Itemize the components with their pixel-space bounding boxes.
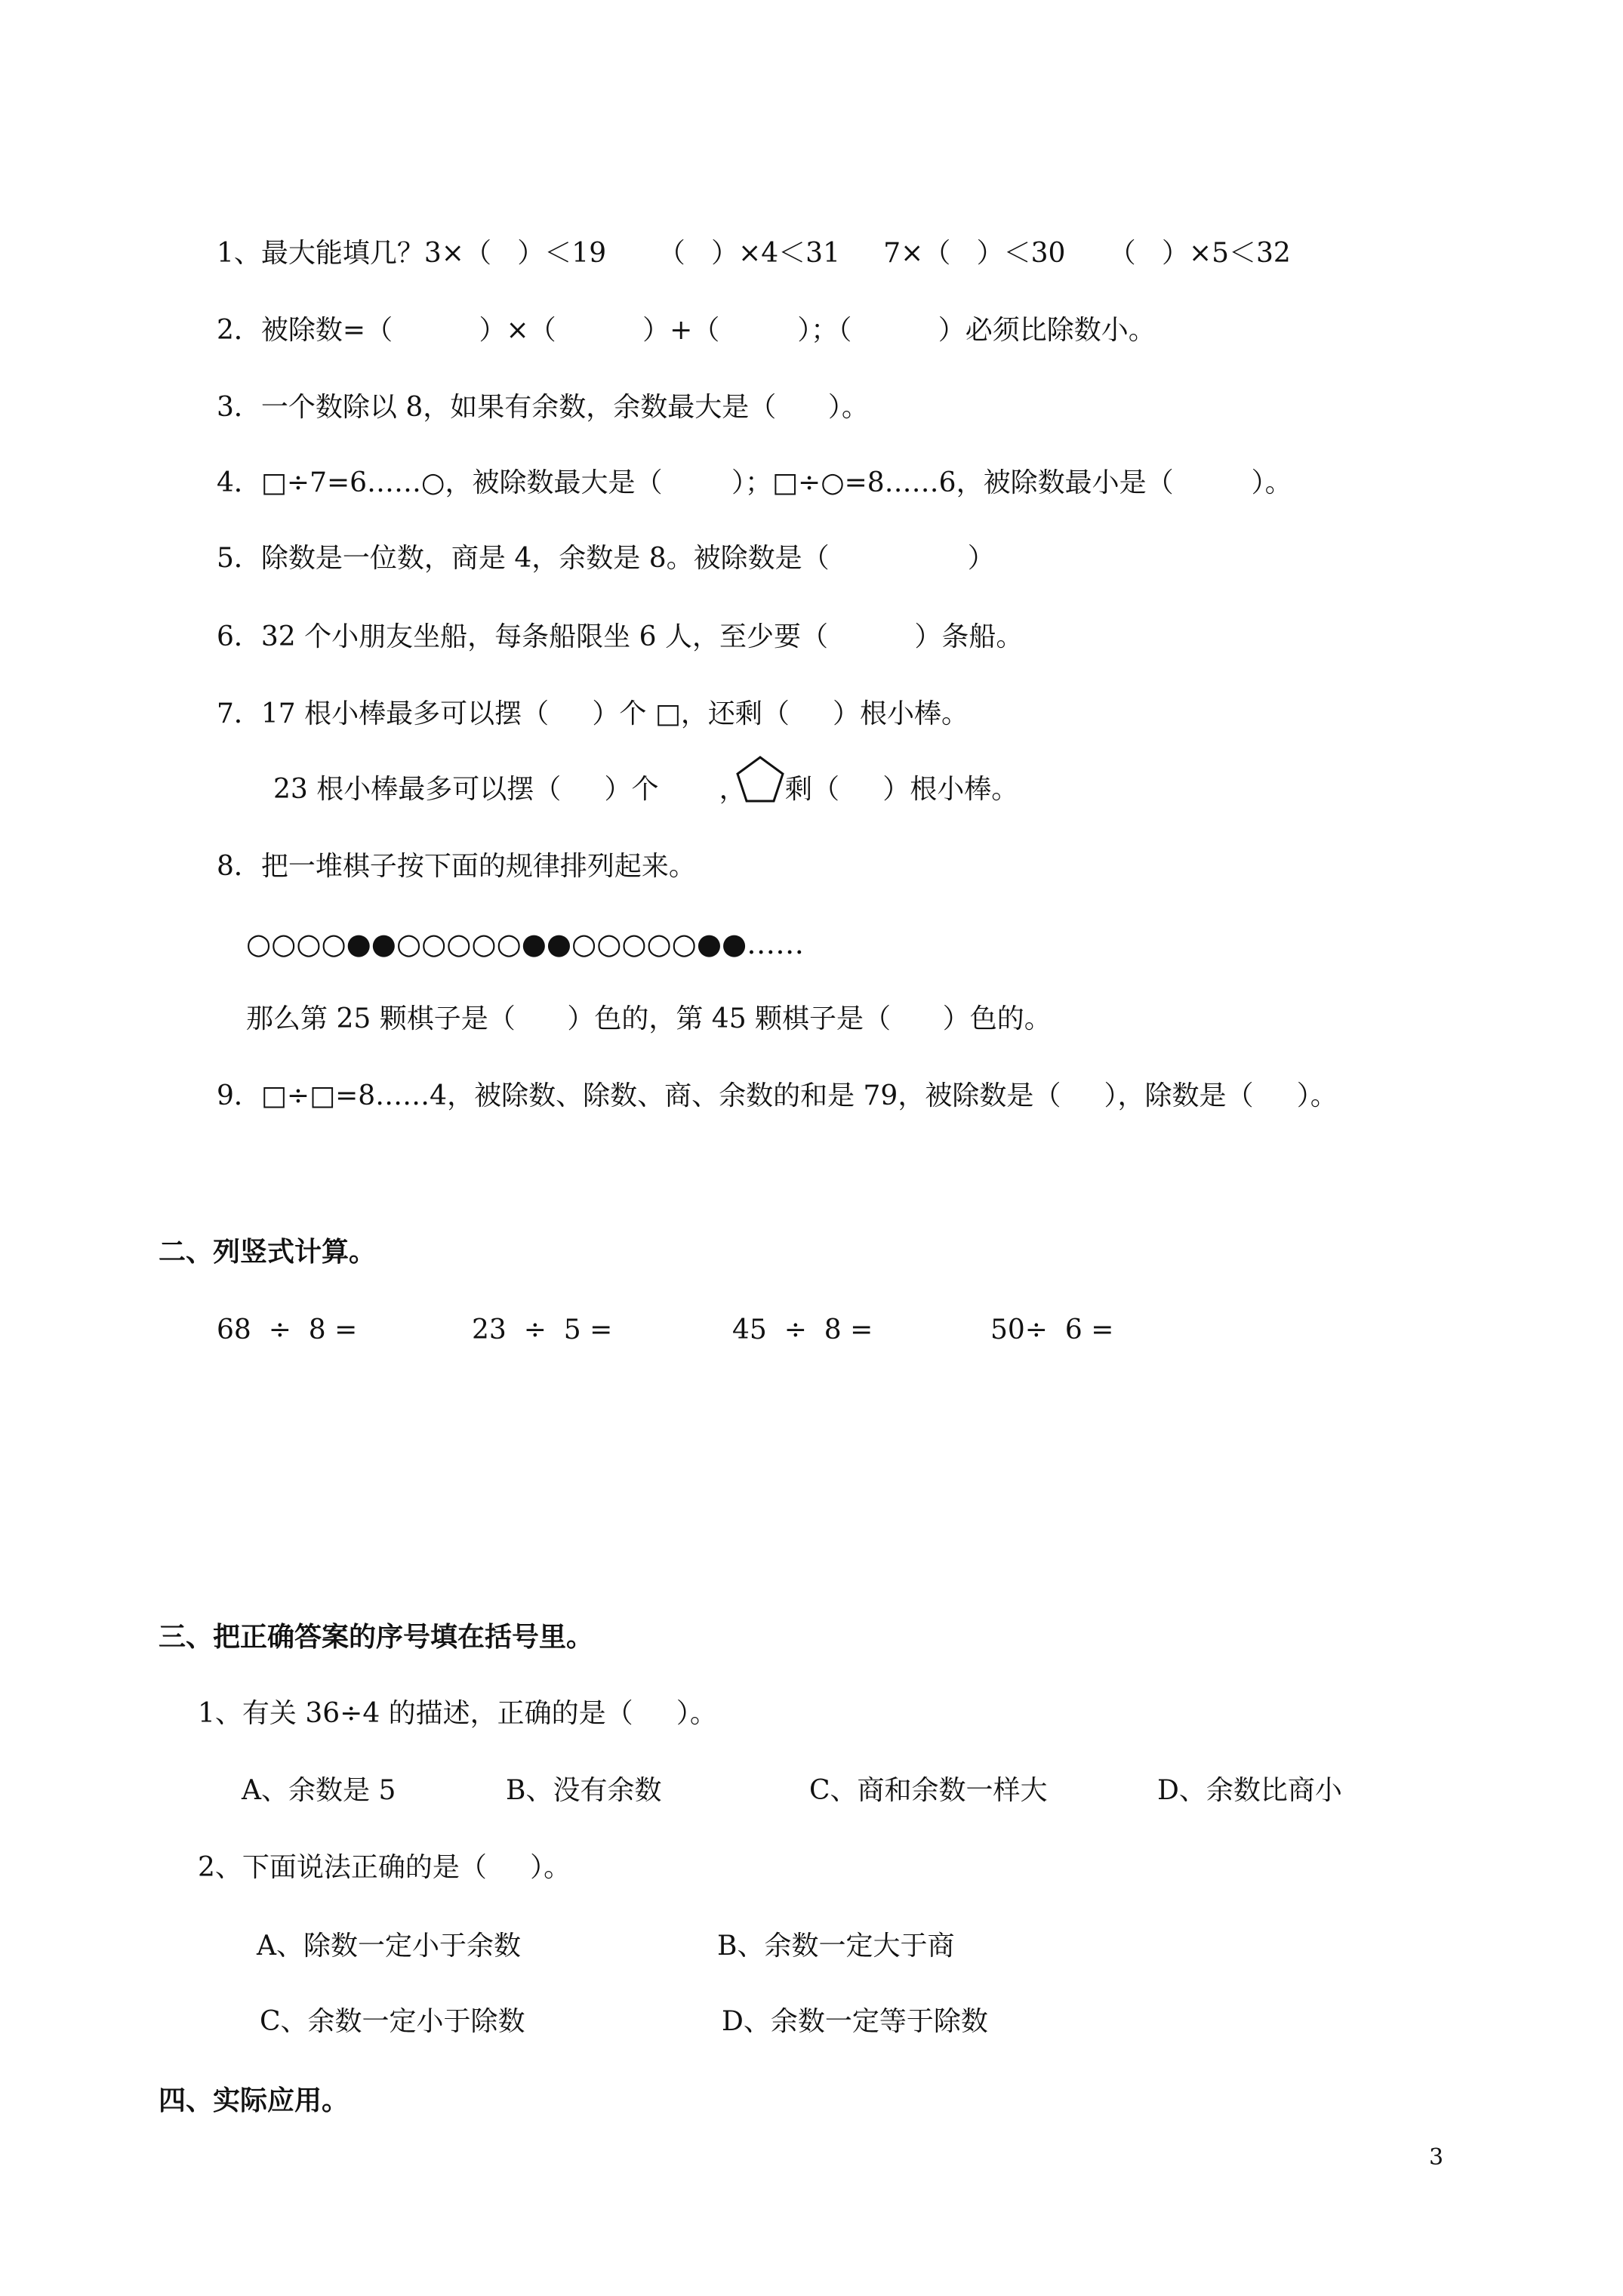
chess-pattern: ○○○○●●○○○○○●●○○○○○●●…… xyxy=(246,927,805,960)
question-1: 1、最大能填几？3×（ ）＜19 （ ）×4＜31 7×（ ）＜30 （ ）×5＜32 xyxy=(217,238,1291,269)
calc-problem-2: 23 ÷ 5 = xyxy=(472,1314,613,1345)
question-7-line-1: 7．17 根小棒最多可以摆（ ）个 □，还剩（ ）根小棒。 xyxy=(217,698,969,729)
question-8: 8．把一堆棋子按下面的规律排列起来。 xyxy=(217,851,696,882)
choice-question-2: 2、下面说法正确的是（ ）。 xyxy=(198,1852,571,1883)
question-3: 3．一个数除以 8，如果有余数，余数最大是（ ）。 xyxy=(217,392,869,423)
section-3-title: 三、把正确答案的序号填在括号里。 xyxy=(159,1621,594,1653)
choice-1-option-c: C、商和余数一样大 xyxy=(809,1775,1048,1806)
choice-2-option-c: C、余数一定小于除数 xyxy=(260,2006,525,2037)
page-number: 3 xyxy=(1429,2144,1444,2171)
calc-problem-1: 68 ÷ 8 = xyxy=(217,1314,358,1345)
calc-problem-3: 45 ÷ 8 = xyxy=(732,1314,873,1345)
choice-question-1: 1、有关 36÷4 的描述，正确的是（ ）。 xyxy=(198,1698,717,1729)
choice-2-option-b: B、余数一定大于商 xyxy=(717,1931,955,1962)
choice-1-option-b: B、没有余数 xyxy=(506,1775,662,1806)
question-4: 4．□÷7=6……○，被除数最大是（ ）；□÷○=8……6，被除数最小是（ ）。 xyxy=(217,467,1292,498)
section-4-title: 四、实际应用。 xyxy=(159,2085,350,2116)
question-7-line-2-end: 剩（ ）根小棒。 xyxy=(785,774,1019,805)
choice-1-option-a: A、余数是 5 xyxy=(242,1775,396,1806)
pentagon-icon xyxy=(735,755,785,803)
question-8-ask: 那么第 25 颗棋子是（ ）色的，第 45 颗棋子是（ ）色的。 xyxy=(246,1003,1052,1034)
question-5: 5．除数是一位数，商是 4，余数是 8。被除数是（ ） xyxy=(217,543,995,574)
calc-problem-4: 50÷ 6 = xyxy=(990,1314,1114,1345)
question-7-line-2-start: 23 根小棒最多可以摆（ ）个 ， xyxy=(273,774,747,805)
question-9: 9．□÷□=8……4，被除数、除数、商、余数的和是 79，被除数是（ ），除数是（ ）。 xyxy=(217,1080,1338,1111)
choice-2-option-d: D、余数一定等于除数 xyxy=(722,2006,988,2037)
section-2-title: 二、列竖式计算。 xyxy=(159,1236,377,1268)
question-6: 6．32 个小朋友坐船，每条船限坐 6 人，至少要（ ）条船。 xyxy=(217,621,1024,652)
choice-2-option-a: A、除数一定小于余数 xyxy=(257,1931,521,1962)
choice-1-option-d: D、余数比商小 xyxy=(1157,1775,1342,1806)
question-2: 2．被除数=（ ）×（ ）+（ ）；（ ）必须比除数小。 xyxy=(217,315,1156,346)
